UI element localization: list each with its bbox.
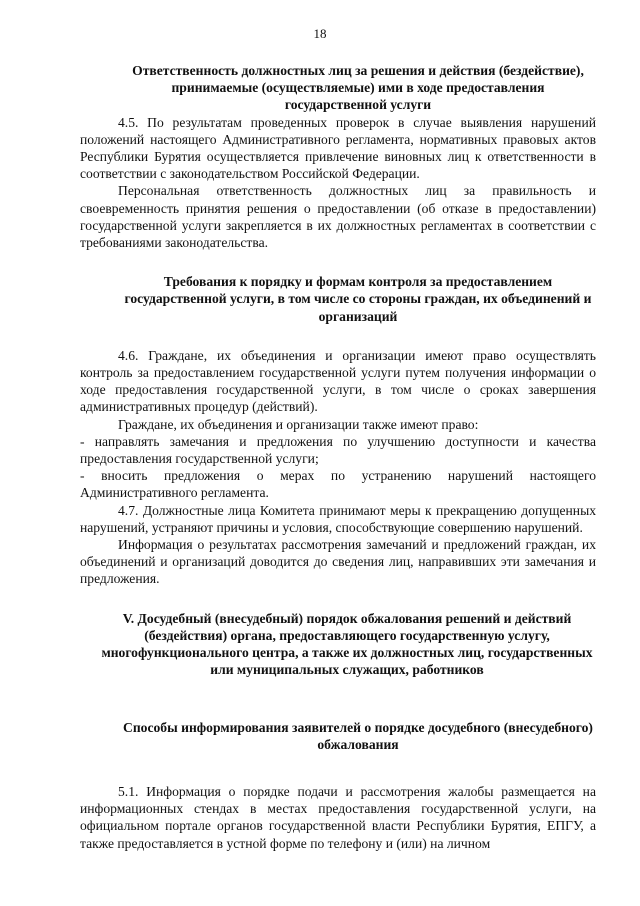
list-item-remarks: - направлять замечания и предложения по улучшению доступности и качества предоставления государственной услуги; [80, 433, 596, 467]
paragraph-results-information: Информация о результатах рассмотрения замечаний и предложений граждан, их объединений и организаций доводится до сведения лиц, направивших эти замечания и предложения. [80, 537, 596, 587]
paragraph-4-7: 4.7. Должностные лица Комитета принимают меры к прекращению допущенных нарушений, устраняют причины и условия, способствующие совершению нарушений. [80, 502, 596, 535]
chapter-heading-appeal-procedure: V. Досудебный (внесудебный) порядок обжалования решений и действий (бездействия) органа, предоставляющего государственную услугу, многофункционального центра, а также их должностных лиц, государственных или муниципальных служащих, работников [101, 610, 593, 678]
spacer [80, 679, 596, 719]
paragraph-4-6: 4.6. Граждане, их объединения и организации имеют право осуществлять контроль за предоставлением государственной услуги путем получения информации о ходе предоставления государственной услуги, в том числе о сроках завершения административных процедур (действий). [80, 347, 596, 415]
list-item-proposals: - вносить предложения о мерах по устранению нарушений настоящего Административного регламента. [80, 468, 596, 501]
spacer [80, 588, 596, 610]
section-heading-informing-methods: Способы информирования заявителей о порядке досудебного (внесудебного) обжалования [123, 719, 593, 752]
section-heading-responsibility: Ответственность должностных лиц за решения и действия (бездействие), принимаемые (осуществляемые) ими в ходе предоставления государственной услуги [132, 63, 584, 113]
paragraph-5-1: 5.1. Информация о порядке подачи и рассмотрения жалобы размещается на информационных стендах в местах предоставления государственной услуги, на официальном портале органов государственной власти Республики Бурятия, ЕПГУ, а также предоставляется в устной форме по телефону и (или) на личном [80, 783, 596, 851]
spacer [80, 753, 596, 783]
paragraph-personal-responsibility: Персональная ответственность должностных лиц за правильность и своевременность принятия решения о предоставлении (об отказе в предоставлении) государственной услуги закрепляется в их должностных регламентах в соответствии с требованиями законодательства. [80, 183, 596, 251]
paragraph-citizens-rights: Граждане, их объединения и организации также имеют право: [118, 416, 479, 432]
spacer [80, 251, 596, 273]
section-heading-control-requirements: Требования к порядку и формам контроля за предоставлением государственной услуги, в том числе со стороны граждан, их объединений и организаций [124, 274, 592, 324]
page-number: 18 [313, 26, 327, 41]
spacer [80, 325, 596, 347]
document-body [80, 62, 596, 852]
paragraph-4-5: 4.5. По результатам проведенных проверок в случае выявления нарушений положений настоящего Административного регламента, нормативных правовых актов Республики Бурятия осуществляется привлечение виновных лиц к ответственности в соответствии с законодательством Российской Федерации. [80, 114, 596, 182]
